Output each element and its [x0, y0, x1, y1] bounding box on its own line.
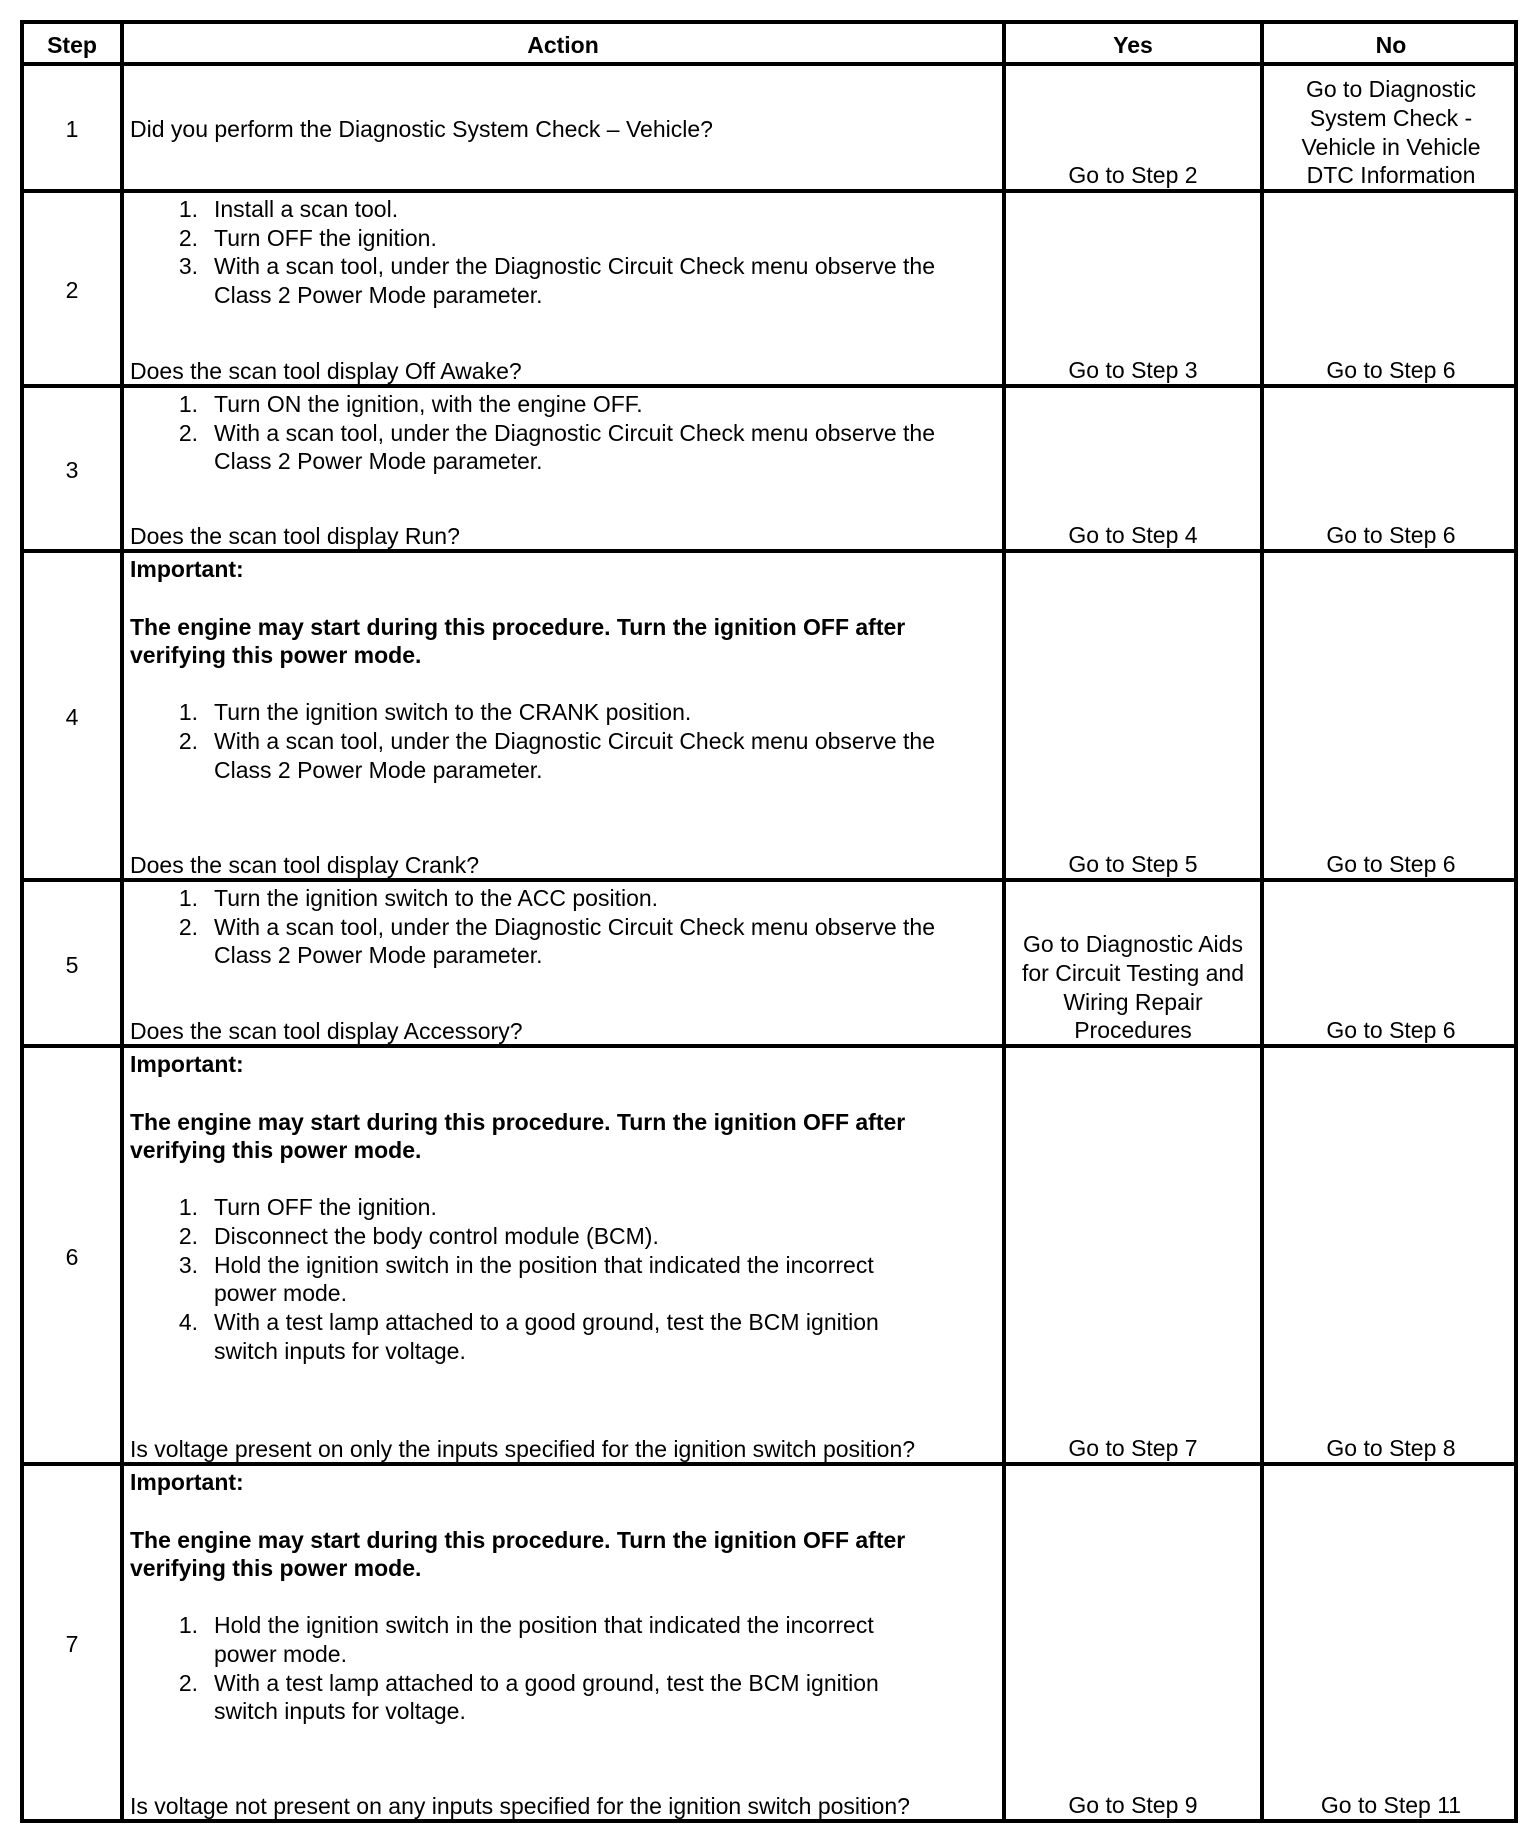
header-action: Action — [120, 24, 1002, 66]
step-number: 4 — [65, 704, 79, 731]
yes-cell — [1002, 1048, 1260, 1466]
instruction-list — [130, 390, 996, 476]
no-text: Go to Step 6 — [1326, 851, 1456, 878]
list-item: 2. Turn OFF the ignition. — [178, 224, 437, 251]
instruction-list — [130, 884, 996, 970]
yes-text: Go to Step 4 — [1068, 522, 1198, 549]
important-warning: The engine may start during this procedure. Turn the ignition OFF after verifying this power mode. — [130, 1526, 906, 1582]
action-cell — [120, 66, 1002, 193]
list-item: 4. With a test lamp attached to a good ground, test the BCM ignition switch inputs for voltage. — [178, 1308, 879, 1364]
table-row-step-3 — [24, 384, 1514, 553]
list-item: 2. With a scan tool, under the Diagnostic Circuit Check menu observe the Class 2 Power Mode parameter. — [178, 727, 936, 783]
no-cell — [1260, 1466, 1518, 1823]
question-text: Does the scan tool display Accessory? — [130, 1018, 523, 1045]
instruction-list — [130, 1611, 996, 1726]
table-row-step-6 — [24, 1044, 1514, 1466]
no-cell — [1260, 66, 1518, 193]
no-cell — [1260, 388, 1518, 553]
no-cell — [1260, 553, 1518, 882]
table-row-step-5 — [24, 878, 1514, 1048]
table-row-step-4 — [24, 549, 1514, 882]
step-number: 1 — [65, 116, 79, 143]
yes-text: Go to Step 3 — [1068, 357, 1198, 384]
important-warning: The engine may start during this procedure. Turn the ignition OFF after verifying this power mode. — [130, 613, 906, 669]
list-item: 1. Turn the ignition switch to the ACC position. — [178, 885, 659, 911]
instruction-list — [130, 1193, 996, 1365]
step-number: 3 — [65, 457, 79, 484]
action-cell — [120, 1048, 1002, 1466]
instruction-list — [130, 195, 996, 310]
no-text: Go to Step 6 — [1326, 1017, 1456, 1044]
question-text: Is voltage present on only the inputs specified for the ignition switch position? — [130, 1436, 916, 1463]
yes-text: Go to Step 2 — [1068, 162, 1198, 189]
list-item: 3. Hold the ignition switch in the position that indicated the incorrect power mode. — [178, 1251, 874, 1307]
list-item: 2. With a test lamp attached to a good ground, test the BCM ignition switch inputs for voltage. — [178, 1669, 879, 1725]
no-text: Go to Step 6 — [1326, 357, 1456, 384]
yes-text: Go to Step 5 — [1068, 851, 1198, 878]
yes-cell — [1002, 882, 1260, 1048]
no-text: Go to Step 6 — [1326, 522, 1456, 549]
action-cell — [120, 882, 1002, 1048]
question-text: Does the scan tool display Crank? — [130, 852, 480, 879]
instruction-list — [130, 698, 996, 784]
yes-cell — [1002, 553, 1260, 882]
list-item: 2. With a scan tool, under the Diagnostic Circuit Check menu observe the Class 2 Power Mode parameter. — [178, 913, 936, 969]
important-label: Important: — [130, 1469, 244, 1495]
action-cell — [120, 388, 1002, 553]
step-number: 6 — [65, 1243, 79, 1270]
question-text: Did you perform the Diagnostic System Check – Vehicle? — [130, 116, 713, 143]
table-row-step-7 — [24, 1462, 1514, 1823]
step-number: 7 — [65, 1631, 79, 1658]
header-yes: Yes — [1002, 24, 1260, 66]
no-text: Go to Diagnostic System Check - Vehicle in Vehicle DTC Information — [1301, 76, 1481, 189]
list-item: 1. Hold the ignition switch in the position that indicated the incorrect power mode. — [178, 1612, 874, 1667]
step-number: 2 — [65, 277, 79, 304]
step-number: 5 — [65, 951, 79, 978]
question-text: Is voltage not present on any inputs specified for the ignition switch position? — [130, 1793, 910, 1820]
yes-text: Go to Diagnostic Aids for Circuit Testing and Wiring Repair Procedures — [1021, 931, 1244, 1044]
question-text: Does the scan tool display Off Awake? — [130, 358, 522, 385]
yes-text: Go to Step 9 — [1068, 1792, 1198, 1819]
action-cell — [120, 553, 1002, 882]
list-item: 2. Disconnect the body control module (BCM). — [178, 1222, 659, 1249]
header-no: No — [1260, 24, 1518, 66]
list-item: 1. Install a scan tool. — [178, 196, 399, 222]
no-cell — [1260, 193, 1518, 388]
yes-text: Go to Step 7 — [1068, 1435, 1198, 1462]
header-step: Step — [47, 31, 97, 58]
no-cell — [1260, 1048, 1518, 1466]
table-row-step-1 — [24, 62, 1514, 193]
list-item: 3. With a scan tool, under the Diagnostic Circuit Check menu observe the Class 2 Power Mode parameter. — [178, 253, 936, 309]
important-label: Important: — [130, 1051, 244, 1077]
action-cell — [120, 1466, 1002, 1823]
no-cell — [1260, 882, 1518, 1048]
diagnostic-table — [20, 20, 1518, 1823]
no-text: Go to Step 8 — [1326, 1435, 1456, 1462]
action-cell — [120, 193, 1002, 388]
yes-cell — [1002, 1466, 1260, 1823]
table-header — [24, 24, 1514, 66]
no-text: Go to Step 11 — [1320, 1792, 1462, 1819]
yes-cell — [1002, 193, 1260, 388]
important-label: Important: — [130, 556, 244, 582]
list-item: 1. Turn ON the ignition, with the engine OFF. — [178, 391, 643, 417]
table-row-step-2 — [24, 189, 1514, 388]
important-warning: The engine may start during this procedure. Turn the ignition OFF after verifying this power mode. — [130, 1108, 906, 1164]
yes-cell — [1002, 66, 1260, 193]
question-text: Does the scan tool display Run? — [130, 523, 460, 550]
list-item: 2. With a scan tool, under the Diagnostic Circuit Check menu observe the Class 2 Power Mode parameter. — [178, 419, 936, 475]
list-item: 1. Turn OFF the ignition. — [178, 1194, 437, 1221]
yes-cell — [1002, 388, 1260, 553]
list-item: 1. Turn the ignition switch to the CRANK position. — [178, 699, 692, 726]
